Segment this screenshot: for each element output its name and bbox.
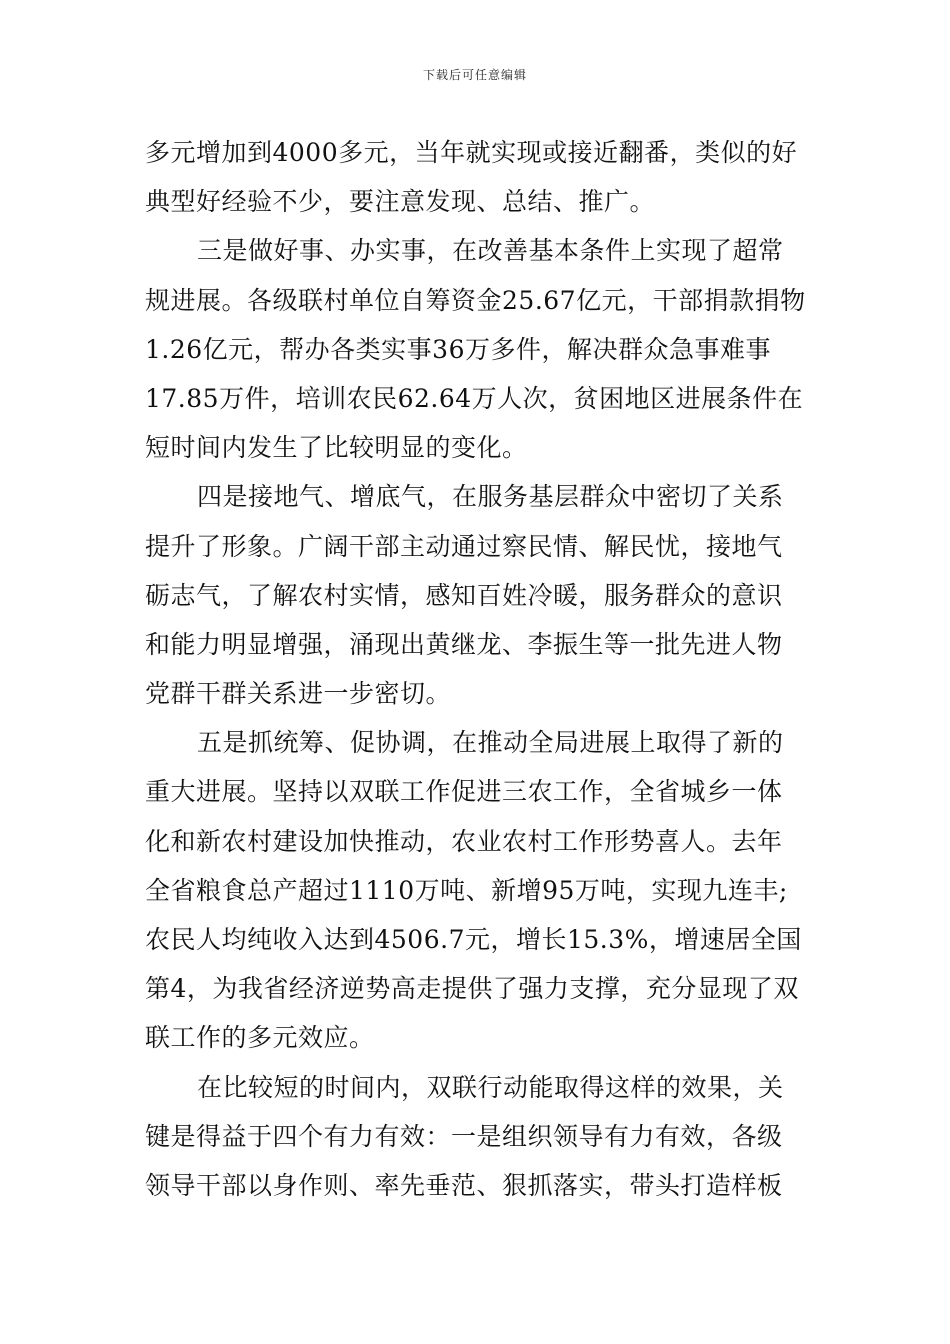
paragraph-start-line: 五是抓统筹、促协调，在推动全局进展上取得了新的 [197,728,784,758]
body-line: 砺志气，了解农村实情，感知百姓冷暖，服务群众的意识 [145,580,783,610]
body-line: 1.26亿元，帮办各类实事36万多件，解决群众急事难事 [145,334,771,364]
body-line: 17.85万件，培训农民62.64万人次，贫困地区进展条件在 [145,383,804,413]
document-body [145,128,810,1210]
body-line: 联工作的多元效应。 [145,1023,375,1053]
body-line: 领导干部以身作则、率先垂范、狠抓落实，带头打造样板 [145,1170,783,1200]
body-line: 重大进展。坚持以双联工作促进三农工作，全省城乡一体 [145,777,783,807]
body-line: 和能力明显增强，涌现出黄继龙、李振生等一批先进人物 [145,629,783,659]
body-line: 党群干群关系进一步密切。 [145,679,452,709]
body-line: 全省粮食总产超过1110万吨、新增95万吨，实现九连丰; [145,875,788,905]
body-line: 化和新农村建设加快推动，农业农村工作形势喜人。去年 [145,826,783,856]
body-line: 短时间内发生了比较明显的变化。 [145,433,528,463]
body-line: 农民人均纯收入达到4506.7元，增长15.3%，增速居全国 [145,925,802,954]
paragraph-start-line: 四是接地气、增底气，在服务基层群众中密切了关系 [197,482,784,512]
body-line: 键是得益于四个有力有效：一是组织领导有力有效，各级 [145,1121,783,1151]
page-header: 下载后可任意编辑 [422,68,527,82]
body-line: 提升了形象。广阔干部主动通过察民情、解民忧，接地气 [145,531,783,561]
body-line: 典型好经验不少，要注意发现、总结、推广。 [145,187,656,217]
body-line: 规进展。各级联村单位自筹资金25.67亿元，干部捐款捐物 [145,285,806,315]
body-line: 第4，为我省经济逆势高走提供了强力支撑，充分显现了双 [145,974,799,1004]
paragraph-start-line: 三是做好事、办实事，在改善基本条件上实现了超常 [197,236,784,266]
paragraph-start-line: 在比较短的时间内，双联行动能取得这样的效果，关 [197,1072,784,1102]
body-line: 多元增加到4000多元，当年就实现或接近翻番，类似的好 [145,138,798,167]
